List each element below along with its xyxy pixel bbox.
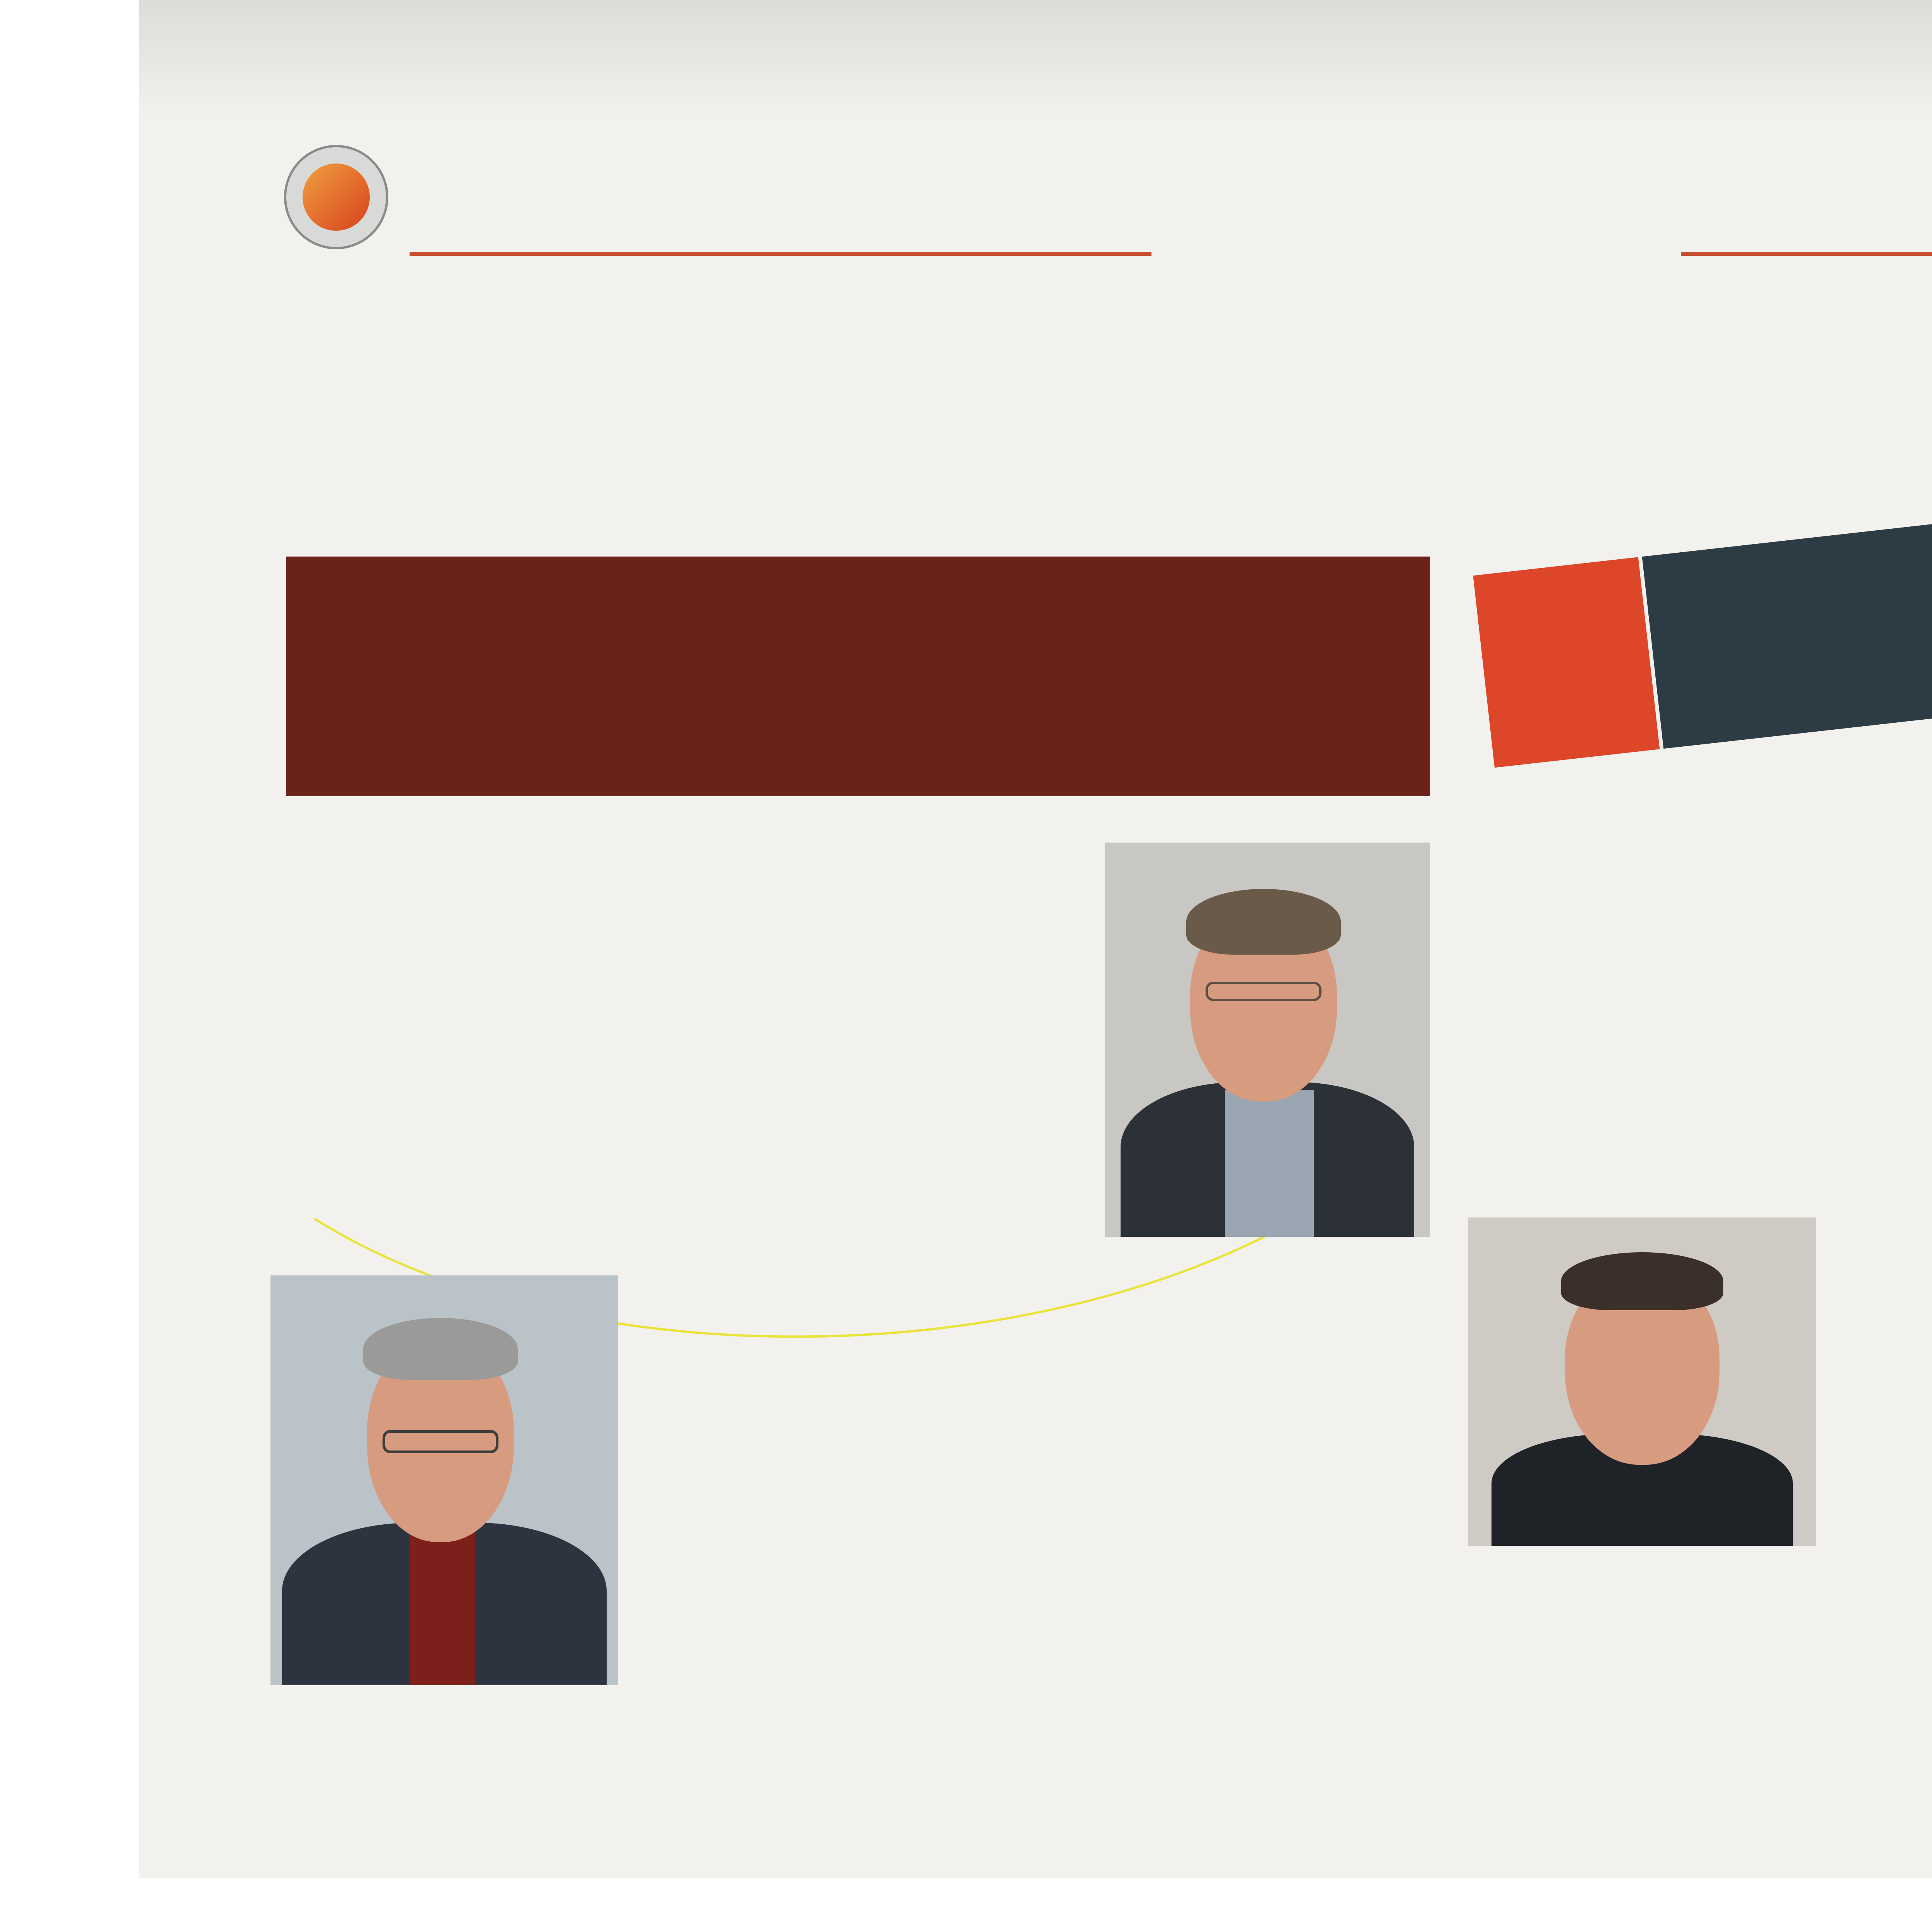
- quote-heading-chobotar: [270, 1832, 1043, 1867]
- header-rule-left: [410, 252, 1151, 256]
- portrait-lazarovych: [1105, 843, 1430, 1237]
- page-shadow: [139, 0, 1932, 116]
- logo-digit: [303, 163, 370, 231]
- newspaper-logo: [284, 145, 388, 249]
- header-rule-right: [1681, 252, 1932, 256]
- hashtag-icon: [1473, 557, 1660, 768]
- portrait-vyslotskyi: [1468, 1217, 1816, 1546]
- portrait-varakuta: [270, 1275, 618, 1685]
